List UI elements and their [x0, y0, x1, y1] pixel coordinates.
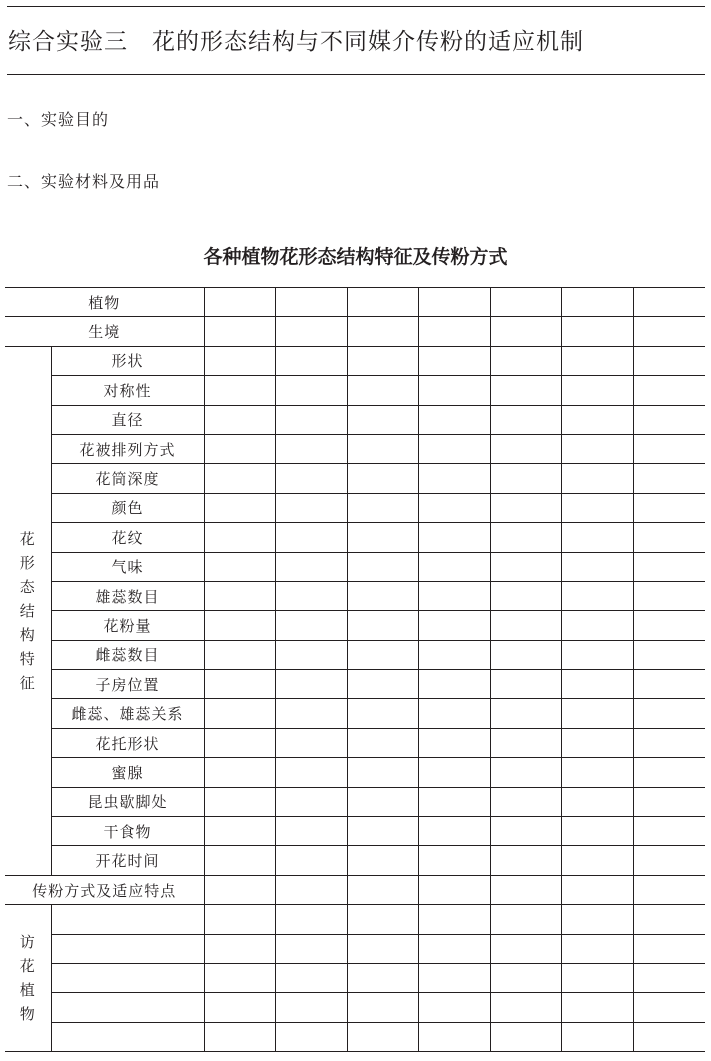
- experiment-title: 花的形态结构与不同媒介传粉的适应机制: [152, 29, 584, 55]
- blank-cell: [562, 670, 634, 699]
- blank-cell: [562, 552, 634, 581]
- blank-cell: [204, 670, 276, 699]
- blank-cell: [490, 464, 562, 493]
- blank-cell: [419, 875, 491, 904]
- row-label: 子房位置: [51, 670, 204, 699]
- blank-cell: [490, 875, 562, 904]
- blank-cell: [634, 963, 705, 992]
- blank-cell: [276, 787, 348, 816]
- blank-cell: [276, 434, 348, 463]
- blank-cell: [562, 817, 634, 846]
- blank-cell: [347, 346, 419, 375]
- blank-label-cell: [51, 905, 204, 934]
- vertical-char: 特: [19, 649, 36, 668]
- blank-cell: [419, 1022, 491, 1051]
- blank-cell: [419, 288, 491, 317]
- blank-cell: [562, 523, 634, 552]
- blank-cell: [204, 787, 276, 816]
- blank-cell: [276, 993, 348, 1022]
- blank-cell: [276, 288, 348, 317]
- section-heading-purpose: 一、实验目的: [7, 110, 110, 129]
- table-row: [5, 787, 705, 816]
- row-label: 雌蕊数目: [51, 640, 204, 669]
- blank-cell: [490, 376, 562, 405]
- vertical-char: 访: [19, 933, 36, 952]
- table-row: [5, 346, 705, 375]
- blank-cell: [347, 317, 419, 346]
- table-row: [5, 758, 705, 787]
- blank-cell: [204, 552, 276, 581]
- blank-cell: [562, 493, 634, 522]
- blank-cell: [490, 640, 562, 669]
- blank-cell: [204, 817, 276, 846]
- blank-cell: [276, 934, 348, 963]
- row-label: 气味: [51, 552, 204, 581]
- row-label: 直径: [51, 405, 204, 434]
- vertical-char: 植: [19, 981, 36, 1000]
- blank-cell: [276, 846, 348, 875]
- row-label: 花筒深度: [51, 464, 204, 493]
- blank-cell: [347, 434, 419, 463]
- blank-cell: [562, 963, 634, 992]
- blank-cell: [276, 640, 348, 669]
- table-row: [5, 317, 705, 346]
- blank-cell: [347, 817, 419, 846]
- blank-cell: [204, 875, 276, 904]
- blank-cell: [204, 993, 276, 1022]
- row-label: 昆虫歇脚处: [51, 787, 204, 816]
- blank-cell: [347, 699, 419, 728]
- blank-cell: [347, 905, 419, 934]
- blank-cell: [276, 875, 348, 904]
- table-row: [5, 963, 705, 992]
- row-label: 花粉量: [51, 611, 204, 640]
- blank-cell: [419, 817, 491, 846]
- blank-cell: [419, 670, 491, 699]
- blank-cell: [347, 846, 419, 875]
- blank-cell: [634, 376, 705, 405]
- row-label: 干食物: [51, 817, 204, 846]
- blank-cell: [562, 993, 634, 1022]
- experiment-label: 综合实验三: [8, 29, 128, 55]
- blank-cell: [204, 963, 276, 992]
- blank-cell: [276, 581, 348, 610]
- blank-cell: [419, 963, 491, 992]
- blank-cell: [347, 1022, 419, 1051]
- blank-cell: [276, 1022, 348, 1051]
- table-row: [5, 552, 705, 581]
- blank-cell: [419, 523, 491, 552]
- vertical-char: 结: [19, 601, 36, 620]
- blank-cell: [347, 934, 419, 963]
- row-label-plant: 植物: [5, 288, 204, 317]
- blank-cell: [204, 905, 276, 934]
- row-label: 花被排列方式: [51, 434, 204, 463]
- blank-cell: [419, 552, 491, 581]
- blank-cell: [490, 699, 562, 728]
- title-bottom-rule: [7, 74, 705, 75]
- blank-cell: [562, 317, 634, 346]
- vertical-char: 征: [19, 673, 36, 692]
- blank-cell: [204, 934, 276, 963]
- blank-cell: [634, 523, 705, 552]
- blank-cell: [347, 493, 419, 522]
- blank-cell: [347, 640, 419, 669]
- top-rule: [7, 6, 705, 7]
- blank-cell: [204, 728, 276, 757]
- blank-cell: [276, 552, 348, 581]
- row-label: 花托形状: [51, 728, 204, 757]
- blank-cell: [490, 1022, 562, 1051]
- blank-cell: [347, 670, 419, 699]
- blank-cell: [634, 758, 705, 787]
- blank-cell: [204, 464, 276, 493]
- blank-cell: [347, 464, 419, 493]
- blank-cell: [634, 581, 705, 610]
- blank-cell: [490, 728, 562, 757]
- blank-cell: [562, 434, 634, 463]
- blank-cell: [347, 611, 419, 640]
- table-row: [5, 934, 705, 963]
- blank-cell: [204, 1022, 276, 1051]
- blank-cell: [276, 346, 348, 375]
- blank-cell: [634, 434, 705, 463]
- blank-cell: [419, 758, 491, 787]
- blank-cell: [347, 758, 419, 787]
- blank-cell: [419, 993, 491, 1022]
- blank-cell: [490, 993, 562, 1022]
- blank-cell: [634, 346, 705, 375]
- blank-cell: [276, 963, 348, 992]
- blank-cell: [634, 875, 705, 904]
- vertical-char: 形: [19, 553, 36, 572]
- row-label: 花纹: [51, 523, 204, 552]
- blank-cell: [419, 611, 491, 640]
- blank-cell: [490, 434, 562, 463]
- blank-cell: [276, 464, 348, 493]
- table-row: [5, 434, 705, 463]
- blank-cell: [347, 728, 419, 757]
- blank-cell: [490, 317, 562, 346]
- blank-cell: [419, 434, 491, 463]
- blank-cell: [276, 670, 348, 699]
- blank-cell: [419, 934, 491, 963]
- blank-cell: [276, 699, 348, 728]
- table-row: [5, 581, 705, 610]
- blank-cell: [204, 581, 276, 610]
- blank-cell: [204, 523, 276, 552]
- blank-cell: [419, 493, 491, 522]
- blank-cell: [634, 699, 705, 728]
- blank-cell: [634, 728, 705, 757]
- blank-label-cell: [51, 993, 204, 1022]
- blank-cell: [562, 464, 634, 493]
- blank-cell: [562, 346, 634, 375]
- table-row: [5, 846, 705, 875]
- blank-label-cell: [51, 934, 204, 963]
- blank-cell: [419, 787, 491, 816]
- blank-cell: [634, 405, 705, 434]
- blank-cell: [276, 611, 348, 640]
- blank-cell: [490, 611, 562, 640]
- blank-cell: [276, 405, 348, 434]
- row-label: 蜜腺: [51, 758, 204, 787]
- table-row: [5, 464, 705, 493]
- blank-cell: [562, 934, 634, 963]
- blank-cell: [204, 346, 276, 375]
- blank-cell: [276, 376, 348, 405]
- blank-cell: [204, 758, 276, 787]
- blank-cell: [562, 405, 634, 434]
- vertical-char: 构: [19, 625, 36, 644]
- vertical-char: 态: [19, 577, 36, 596]
- blank-cell: [347, 581, 419, 610]
- blank-cell: [634, 493, 705, 522]
- blank-cell: [562, 611, 634, 640]
- blank-cell: [276, 317, 348, 346]
- table-row: [5, 670, 705, 699]
- blank-cell: [347, 875, 419, 904]
- blank-cell: [347, 376, 419, 405]
- blank-cell: [634, 611, 705, 640]
- blank-cell: [347, 288, 419, 317]
- blank-cell: [204, 376, 276, 405]
- blank-cell: [562, 758, 634, 787]
- table-row: [5, 493, 705, 522]
- blank-cell: [634, 317, 705, 346]
- table-row: [5, 817, 705, 846]
- table-row: [5, 405, 705, 434]
- blank-cell: [419, 376, 491, 405]
- blank-cell: [419, 846, 491, 875]
- blank-cell: [634, 905, 705, 934]
- blank-label-cell: [51, 1022, 204, 1051]
- table-row: [5, 376, 705, 405]
- blank-cell: [634, 787, 705, 816]
- blank-cell: [634, 934, 705, 963]
- blank-cell: [562, 1022, 634, 1051]
- blank-cell: [347, 993, 419, 1022]
- row-label: 颜色: [51, 493, 204, 522]
- blank-cell: [419, 464, 491, 493]
- vertical-char: 物: [19, 1005, 36, 1024]
- blank-cell: [634, 1022, 705, 1051]
- group-label-morphology: [5, 346, 51, 875]
- table-row: [5, 640, 705, 669]
- blank-cell: [276, 905, 348, 934]
- blank-cell: [562, 875, 634, 904]
- blank-cell: [490, 758, 562, 787]
- table-row: [5, 728, 705, 757]
- row-label: 开花时间: [51, 846, 204, 875]
- blank-cell: [490, 552, 562, 581]
- blank-cell: [490, 934, 562, 963]
- blank-cell: [419, 699, 491, 728]
- blank-cell: [634, 288, 705, 317]
- blank-cell: [562, 376, 634, 405]
- blank-cell: [490, 846, 562, 875]
- blank-cell: [347, 405, 419, 434]
- blank-cell: [347, 523, 419, 552]
- blank-cell: [490, 346, 562, 375]
- table-row: [5, 1022, 705, 1051]
- blank-cell: [562, 581, 634, 610]
- blank-cell: [634, 464, 705, 493]
- section-heading-materials: 二、实验材料及用品: [7, 172, 161, 191]
- blank-cell: [276, 758, 348, 787]
- table-row: [5, 288, 705, 317]
- blank-cell: [204, 288, 276, 317]
- blank-cell: [490, 493, 562, 522]
- blank-cell: [204, 317, 276, 346]
- blank-cell: [562, 699, 634, 728]
- blank-cell: [204, 434, 276, 463]
- blank-cell: [419, 405, 491, 434]
- blank-cell: [276, 523, 348, 552]
- blank-cell: [276, 493, 348, 522]
- blank-cell: [419, 640, 491, 669]
- blank-cell: [490, 817, 562, 846]
- blank-cell: [490, 963, 562, 992]
- table-row: [5, 699, 705, 728]
- blank-cell: [204, 493, 276, 522]
- blank-cell: [347, 963, 419, 992]
- table-row: [5, 993, 705, 1022]
- blank-cell: [634, 552, 705, 581]
- blank-cell: [562, 905, 634, 934]
- row-label: 形状: [51, 346, 204, 375]
- blank-cell: [204, 846, 276, 875]
- blank-cell: [204, 611, 276, 640]
- table-title: 各种植物花形态结构特征及传粉方式: [203, 246, 508, 268]
- blank-cell: [490, 288, 562, 317]
- blank-cell: [562, 846, 634, 875]
- vertical-char: 花: [19, 529, 36, 548]
- blank-cell: [276, 728, 348, 757]
- vertical-char: 花: [19, 957, 36, 976]
- row-label: 雌蕊、雄蕊关系: [51, 699, 204, 728]
- blank-cell: [490, 405, 562, 434]
- table-row: [5, 523, 705, 552]
- blank-cell: [634, 817, 705, 846]
- blank-cell: [634, 640, 705, 669]
- blank-cell: [562, 288, 634, 317]
- row-label-habitat: 生境: [5, 317, 204, 346]
- table-row: [5, 875, 705, 904]
- blank-cell: [276, 817, 348, 846]
- blank-cell: [490, 787, 562, 816]
- blank-cell: [634, 846, 705, 875]
- blank-cell: [419, 581, 491, 610]
- blank-label-cell: [51, 963, 204, 992]
- group-label-visitors: [5, 905, 51, 1052]
- blank-cell: [204, 405, 276, 434]
- blank-cell: [490, 581, 562, 610]
- blank-cell: [204, 640, 276, 669]
- blank-cell: [490, 523, 562, 552]
- blank-cell: [562, 640, 634, 669]
- blank-cell: [634, 993, 705, 1022]
- flower-morphology-table: [5, 287, 705, 1052]
- page-title: [8, 26, 584, 58]
- blank-cell: [490, 670, 562, 699]
- row-label: 雄蕊数目: [51, 581, 204, 610]
- blank-cell: [419, 317, 491, 346]
- row-label-pollination: 传粉方式及适应特点: [5, 875, 204, 904]
- blank-cell: [419, 728, 491, 757]
- blank-cell: [419, 905, 491, 934]
- blank-cell: [562, 787, 634, 816]
- blank-cell: [347, 787, 419, 816]
- table-row: [5, 611, 705, 640]
- blank-cell: [562, 728, 634, 757]
- blank-cell: [204, 699, 276, 728]
- row-label: 对称性: [51, 376, 204, 405]
- blank-cell: [490, 905, 562, 934]
- blank-cell: [634, 670, 705, 699]
- table-row: [5, 905, 705, 934]
- blank-cell: [419, 346, 491, 375]
- blank-cell: [347, 552, 419, 581]
